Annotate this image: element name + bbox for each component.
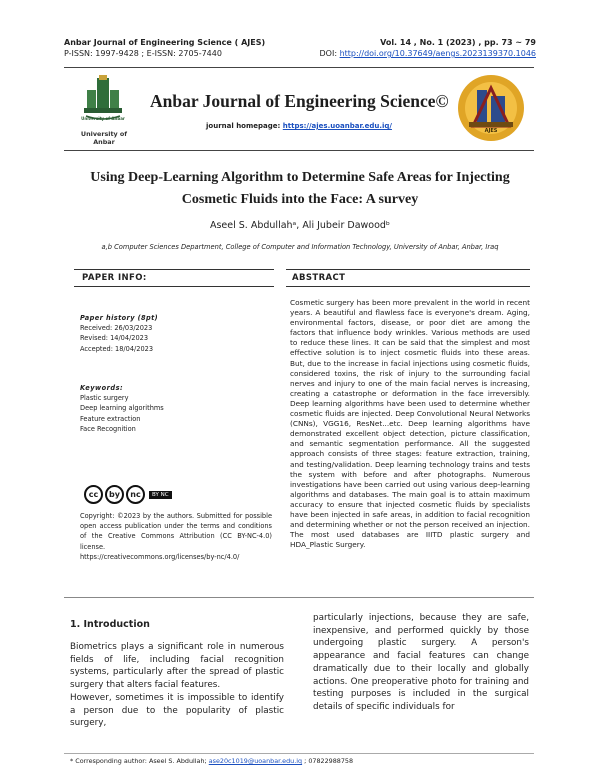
- paper-info-label: PAPER INFO:: [82, 273, 147, 283]
- section-divider: [64, 597, 534, 598]
- journal-homepage: [206, 122, 392, 130]
- abstract-bottom-rule: [286, 286, 530, 287]
- footnote: [70, 757, 353, 765]
- homepage-link[interactable]: https://ajes.uoanbar.edu.iq/: [282, 122, 392, 130]
- abstract-text: Cosmetic surgery has been more prevalent in the world in recent years. A beautiful and flawless face is everyone's dream. Aging, environmental factors, disease, or poor diet are among the factors that influence body wrinkles. Various methods are used to reduce these lines. It can be said that the simplest and most effective solution is to inject cosmetic fluids into these areas. But, due to the increase in facial injections using cosmetic fluids, considered toxins, the risk of injury to the surrounding facial nerves and injury to one of the main facial nerves is increasing, creating a catastrophe or deformation in the face irreversibly. Deep learning algorithms have been used to determine whether cosmetic fluids are injected. Deep Convolutional Neural Networks (CNNs), VGG16, ResNet...etc. Deep learning algorithms have demonstrated excellent object detection, picture classification, and semantic segmentation performance. All the suggested approach consists of three stages: feature extraction, training, and testing/validation. Deep learning technology trains and tests the system with before and after photographs. Numerous investigations have been carried out using various deep-learning algorithms and databases. The main goal is to attain maximum accuracy to ensure that injected cosmetic fluids by specialists have been injected in safe areas, in addition to facial recognition and determining whether or not the person received an injection. The most used databases are IIITD plastic surgery and HDA_Plastic Surgery.: [290, 298, 530, 550]
- university-label: University of Anbar: [80, 130, 128, 146]
- journal-ref: Anbar Journal of Engineering Science ( AJES): [64, 38, 266, 47]
- footnote-prefix: * Corresponding author: Aseel S. Abdullah;: [70, 757, 207, 765]
- article-title-line2: Cosmetic Fluids into the Face: A survey: [181, 192, 419, 207]
- copyright-notice: [80, 511, 272, 562]
- paper-history: [80, 313, 270, 354]
- keyword-item: Face Recognition: [80, 424, 136, 433]
- revised-date: Revised: 14/04/2023: [80, 334, 149, 343]
- footnote-phone: ; 07822988758: [304, 757, 354, 765]
- university-logo: [80, 72, 126, 128]
- license-badge-text: BY NC: [149, 491, 172, 499]
- article-title-line1: Using Deep-Learning Algorithm to Determine Safe Areas for Injecting: [90, 170, 510, 185]
- doi-link[interactable]: http://doi.org/10.37649/aengs.2023139370.1046: [339, 49, 536, 58]
- abstract-label: ABSTRACT: [292, 273, 346, 283]
- noncommercial-icon: nc: [126, 485, 145, 504]
- introduction-left-text: Biometrics plays a significant role in numerous fields of life, including facial recognition systems, particularly after the spread of plastic surgery that alters facial features. However, sometimes it is impossible to identify a person due to the popularity of plastic surgery,: [70, 642, 284, 729]
- abstract-top-rule: [286, 269, 530, 270]
- keywords: [80, 383, 270, 434]
- cc-icon: cc: [84, 485, 103, 504]
- affiliation: a,b Computer Sciences Department, College of Computer and Information Technology, University of Anbar, Anbar, Iraq: [101, 243, 499, 251]
- paper-info-top-rule: [74, 269, 274, 270]
- footnote-email[interactable]: ase20c1019@uoanbar.edu.iq: [208, 757, 303, 765]
- doi-label: DOI:: [319, 49, 338, 58]
- keyword-item: Deep learning algorithms: [80, 404, 164, 413]
- keyword-item: Feature extraction: [80, 414, 141, 423]
- journal-title: Anbar Journal of Engineering Science©: [150, 91, 449, 111]
- copyright-text: Copyright: ©2023 by the authors. Submitted for possible open access publication under the terms and conditions of the Creative Commons Attribution (CC BY-NC-4.0) license.: [80, 512, 272, 551]
- introduction-heading: 1. Introduction: [70, 619, 150, 630]
- issn: P-ISSN: 1997-9428 ; E-ISSN: 2705-7440: [64, 49, 222, 58]
- homepage-label: journal homepage:: [206, 122, 281, 130]
- doi: [320, 48, 536, 59]
- volume-info: Vol. 14 , No. 1 (2023) , pp. 73 ~ 79: [380, 38, 536, 47]
- cc-license-badge[interactable]: [84, 485, 172, 504]
- footnote-rule: [64, 753, 534, 754]
- history-title: Paper history (8pt): [80, 314, 159, 322]
- authors: Aseel S. Abdullahᵃ, Ali Jubeir Dawoodᵇ: [209, 220, 391, 231]
- keywords-title: Keywords:: [80, 384, 124, 392]
- by-person-icon: by: [105, 485, 124, 504]
- received-date: Received: 26/03/2023: [80, 324, 153, 333]
- introduction-right-text: particularly injections, because they are safe, inexpensive, and performed quickly by those undergoing plastic surgery. A person's appearance and facial features can change dramatically due to their locally and globally actions. One preoperative photo for training and testing purposes is included in the surgical details of specific individuals for: [313, 613, 529, 712]
- ajes-logo: [457, 74, 525, 142]
- ajes-logo-text: AJES: [484, 128, 498, 134]
- accepted-date: Accepted: 18/04/2023: [80, 344, 154, 353]
- license-link[interactable]: https://creativecommons.org/licenses/by-nc/4.0/: [80, 552, 240, 561]
- paper-info-bottom-rule: [74, 286, 274, 287]
- logo-caption: University of Anbar: [81, 116, 125, 121]
- keyword-item: Plastic surgery: [80, 394, 129, 403]
